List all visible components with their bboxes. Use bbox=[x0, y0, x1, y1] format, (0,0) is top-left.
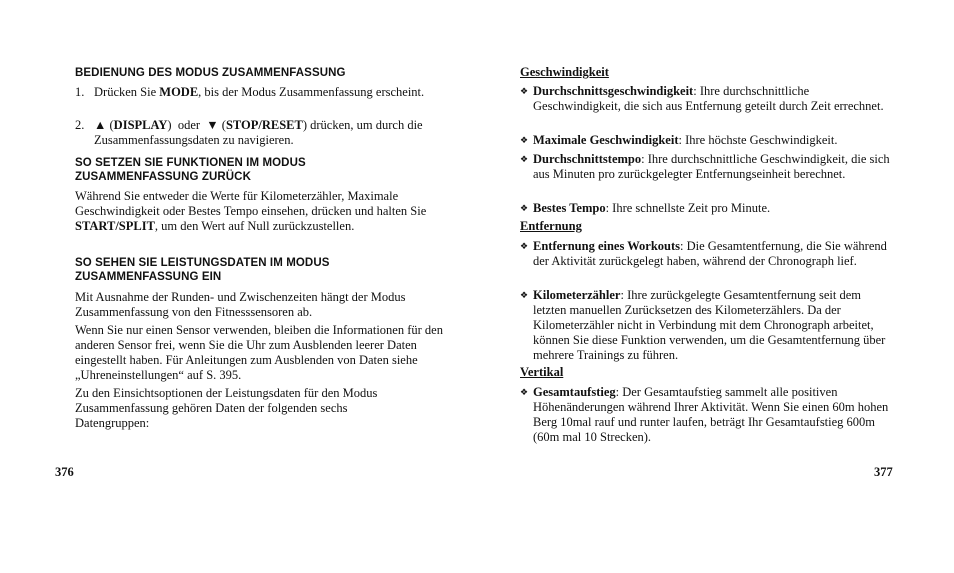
bullet-text bbox=[533, 152, 895, 182]
heading-bedienung: BEDIENUNG DES MODUS ZUSAMMENFASSUNG bbox=[75, 67, 346, 79]
paragraph-reset-post: , um den Wert auf Null zurückzustellen. bbox=[154, 219, 355, 233]
step-2-up: ▲ ( bbox=[94, 118, 114, 132]
bullet-definition: : Ihre höchste Geschwindigkeit. bbox=[678, 133, 838, 147]
bullet-term: Kilometerzähler bbox=[533, 288, 621, 302]
step-2-mid: ) oder ▼ ( bbox=[167, 118, 226, 132]
paragraph-fitnesssensoren: Mit Ausnahme der Runden- und Zwischenzeiten hängt der Modus Zusammenfassung von den Fitnesssensoren ab. bbox=[75, 290, 406, 319]
paragraph-sensor: Wenn Sie nur einen Sensor verwenden, bleiben die Informationen für den anderen Sensor frei, wenn Sie die Uhr zum Ausblenden leerer Daten eingestellt haben. Für Anleitungen zum Ausblenden von Daten siehe „Uhreneinstellungen“ auf S. 395. bbox=[75, 323, 443, 382]
step-1-pre: Drücken Sie bbox=[94, 85, 160, 99]
bullet-definition: : Ihre zurückgelegte Gesamtentfernung seit dem letzten manuellen Zurücksetzen des Kilometerzählers. Da der Kilometerzähler nicht in Verbindung mit dem Chronograph arbeitet, können Sie diese Funktion verwenden, um die Gesamtentfernung über mehrere Trainings zu führen. bbox=[533, 288, 886, 362]
heading-leistungsdaten: SO SEHEN SIE LEISTUNGSDATEN IM MODUS ZUSAMMENFASSUNG EIN bbox=[75, 257, 330, 283]
bullet-icon: ❖ bbox=[520, 135, 529, 145]
step-2-display: DISPLAY bbox=[113, 118, 168, 132]
heading-zuruecksetzen: SO SETZEN SIE FUNKTIONEN IM MODUS ZUSAMMENFASSUNG ZURÜCK bbox=[75, 157, 306, 183]
page-number-left: 376 bbox=[55, 465, 74, 479]
paragraph-reset bbox=[75, 189, 455, 234]
subheading-vertikal: Vertikal bbox=[520, 365, 564, 379]
bullet-term: Durchschnittsgeschwindigkeit bbox=[533, 84, 694, 98]
bullet-icon: ❖ bbox=[520, 154, 529, 164]
bullet-text bbox=[533, 201, 895, 216]
bullet-text bbox=[533, 133, 895, 148]
paragraph-reset-start-split: START/SPLIT bbox=[75, 219, 155, 233]
step-1-mode: MODE bbox=[159, 85, 199, 99]
step-1-post: , bis der Modus Zusammenfassung erscheint. bbox=[198, 85, 425, 99]
bullet-text bbox=[533, 385, 895, 445]
bullet-term: Maximale Geschwindigkeit bbox=[533, 133, 679, 147]
bullet-definition: : Ihre durchschnittliche Geschwindigkeit, die sich aus Entfernung geteilt durch Zeit errechnet. bbox=[533, 84, 884, 113]
bullet-icon: ❖ bbox=[520, 387, 529, 397]
bullet-definition: : Die Gesamtentfernung, die Sie während der Aktivität zurückgelegt haben, während der Chronograph lief. bbox=[533, 239, 887, 268]
step-2-post: ) drücken, um durch die Zusammenfassungsdaten zu navigieren. bbox=[94, 118, 423, 147]
paragraph-reset-pre: Während Sie entweder die Werte für Kilometerzähler, Maximale Geschwindigkeit oder Bestes Tempo einsehen, drücken und halten Sie bbox=[75, 189, 427, 218]
step-1-number: 1. bbox=[75, 85, 85, 99]
subheading-geschwindigkeit: Geschwindigkeit bbox=[520, 65, 609, 79]
bullet-text bbox=[533, 288, 895, 363]
bullet-definition: : Ihre durchschnittliche Geschwindigkeit, die sich aus Minuten pro zurückgelegter Entfernungseinheit berechnet. bbox=[533, 152, 890, 181]
bullet-term: Entfernung eines Workouts bbox=[533, 239, 681, 253]
page-number-right: 377 bbox=[874, 465, 893, 479]
bullet-definition: : Der Gesamtaufstieg sammelt alle positiven Höhenänderungen während Ihrer Aktivität. Wenn Sie einen 60m hohen Berg 10mal rauf und runter laufen, beträgt Ihr Gesamtaufstieg 600m (60m mal 10 Strecken). bbox=[533, 385, 889, 444]
bullet-term: Bestes Tempo bbox=[533, 201, 606, 215]
step-2-text bbox=[94, 118, 454, 148]
bullet-icon: ❖ bbox=[520, 86, 529, 96]
step-2-number: 2. bbox=[75, 118, 85, 132]
bullet-term: Durchschnittstempo bbox=[533, 152, 642, 166]
bullet-text bbox=[533, 239, 895, 269]
step-2-stop-reset: STOP/RESET bbox=[225, 118, 303, 132]
bullet-icon: ❖ bbox=[520, 241, 529, 251]
bullet-icon: ❖ bbox=[520, 290, 529, 300]
bullet-icon: ❖ bbox=[520, 203, 529, 213]
subheading-entfernung: Entfernung bbox=[520, 219, 582, 233]
step-1-text bbox=[94, 85, 454, 100]
bullet-definition: : Ihre schnellste Zeit pro Minute. bbox=[605, 201, 771, 215]
bullet-term: Gesamtaufstieg bbox=[533, 385, 616, 399]
bullet-text bbox=[533, 84, 895, 114]
paragraph-datengruppen: Zu den Einsichtsoptionen der Leistungsdaten für den Modus Zusammenfassung gehören Daten der folgenden sechs Datengruppen: bbox=[75, 386, 378, 430]
